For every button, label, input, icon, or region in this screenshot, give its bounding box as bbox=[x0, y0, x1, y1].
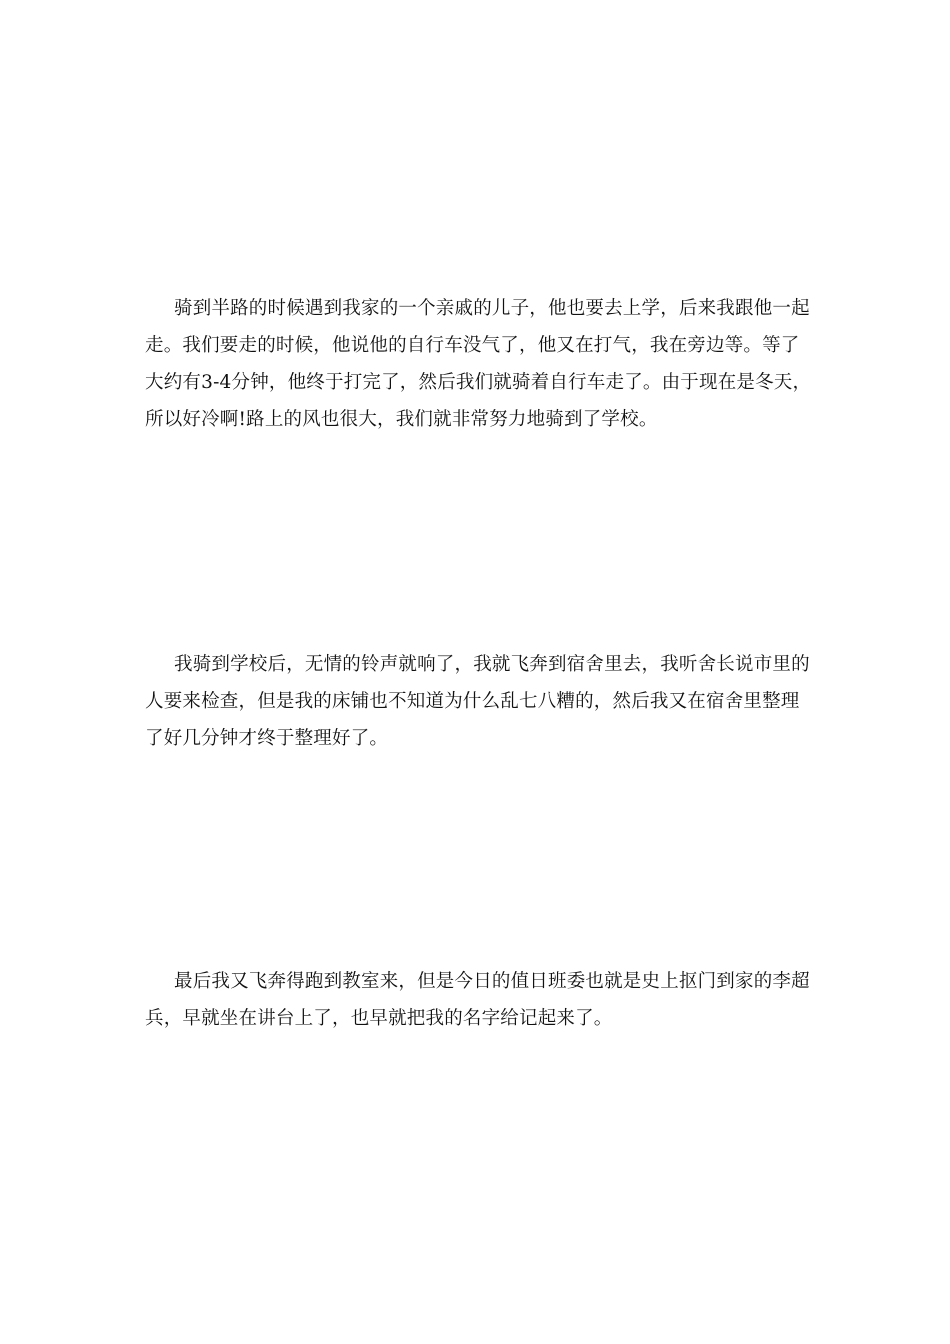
paragraph-classroom: 最后我又飞奔得跑到教室来，但是今日的值日班委也就是史上抠门到家的李超兵，早就坐在讲台上了，也早就把我的名字给记起来了。 bbox=[145, 971, 810, 1029]
paragraph-dormitory: 我骑到学校后，无情的铃声就响了，我就飞奔到宿舍里去，我听舍长说市里的人要来检查，但是我的床铺也不知道为什么乱七八糟的，然后我又在宿舍里整理了好几分钟才终于整理好了。 bbox=[145, 654, 810, 749]
paragraph-ride-to-school: 骑到半路的时候遇到我家的一个亲戚的儿子，他也要去上学，后来我跟他一起走。我们要走的时候，他说他的自行车没气了，他又在打气，我在旁边等。等了大约有3-4分钟，他终于打完了，然后我们就骑着自行车走了。由于现在是冬天，所以好冷啊!路上的风也很大，我们就非常努力地骑到了学校。 bbox=[145, 298, 812, 430]
